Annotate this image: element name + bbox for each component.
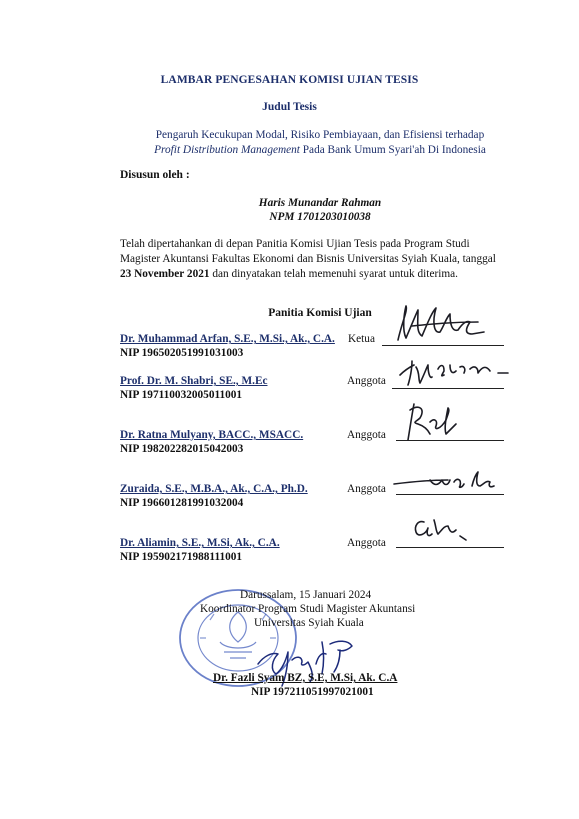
member-nip: NIP 196502051991031003 [120,347,244,359]
author-name: Haris Munandar Rahman [258,197,382,209]
author-label: Disusun oleh : [120,169,190,181]
thesis-title-italic: Profit Distribution Management [154,144,300,156]
member-name: Zuraida, S.E., M.B.A., Ak., C.A., Ph.D. [120,483,308,495]
thesis-title-part1: Pengaruh Kecukupan Modal, Risiko Pembiayaan, dan Efisiensi terhadap [155,129,485,141]
statement-before-date: Telah dipertahankan di depan Panitia Komisi Ujian Tesis pada Program Studi Magister Akuntansi Fakultas Ekonomi dan Bisnis Universitas Syiah Kuala, tanggal [120,238,496,265]
member-name: Dr. Ratna Mulyany, BACC., MSACC. [120,429,304,441]
member-nip: NIP 197110032005011001 [120,389,243,401]
member-role: Ketua [348,333,375,345]
signature-member-3 [402,400,462,445]
member-name: Dr. Aliamin, S.E., M.Si, Ak., C.A. [120,537,280,549]
document-title: LAMBAR PENGESAHAN KOMISI UJIAN TESIS [160,74,419,86]
member-name: Dr. Muhammad Arfan, S.E., M.Si., Ak., C.A. [120,333,335,345]
panel-title: Panitia Komisi Ujian [268,307,372,319]
defense-date: 23 November 2021 [120,268,210,280]
author-npm: NPM 1701203010038 [269,211,371,223]
approval-university: Universitas Syiah Kuala [254,617,364,629]
coordinator-name: Dr. Fazli Syam BZ, S.E, M.Si, Ak. C.A [213,672,398,684]
member-role: Anggota [347,429,386,441]
member-role: Anggota [347,375,386,387]
member-role: Anggota [347,537,386,549]
approval-place-date: Darussalam, 15 Januari 2024 [240,589,372,601]
signature-ketua [392,300,492,350]
signature-member-5 [410,514,470,544]
thesis-title-label: Judul Tesis [262,101,317,113]
thesis-title [150,128,490,158]
signature-member-2 [398,355,518,390]
thesis-title-part2: Pada Bank Umum Syari'ah Di Indonesia [299,144,486,156]
coordinator-nip: NIP 197211051997021001 [251,686,374,698]
signature-member-4 [390,470,500,500]
approval-position: Koordinator Program Studi Magister Akuntansi [200,603,416,615]
member-name: Prof. Dr. M. Shabri, SE., M.Ec [120,375,268,387]
statement-after-date: dan dinyatakan telah memenuhi syarat untuk diterima. [209,268,458,280]
signature-line [396,547,504,548]
member-nip: NIP 196601281991032004 [120,497,244,509]
member-nip: NIP 198202282015042003 [120,443,244,455]
member-role: Anggota [347,483,386,495]
defense-statement [120,237,505,282]
member-nip: NIP 195902171988111001 [120,551,243,563]
